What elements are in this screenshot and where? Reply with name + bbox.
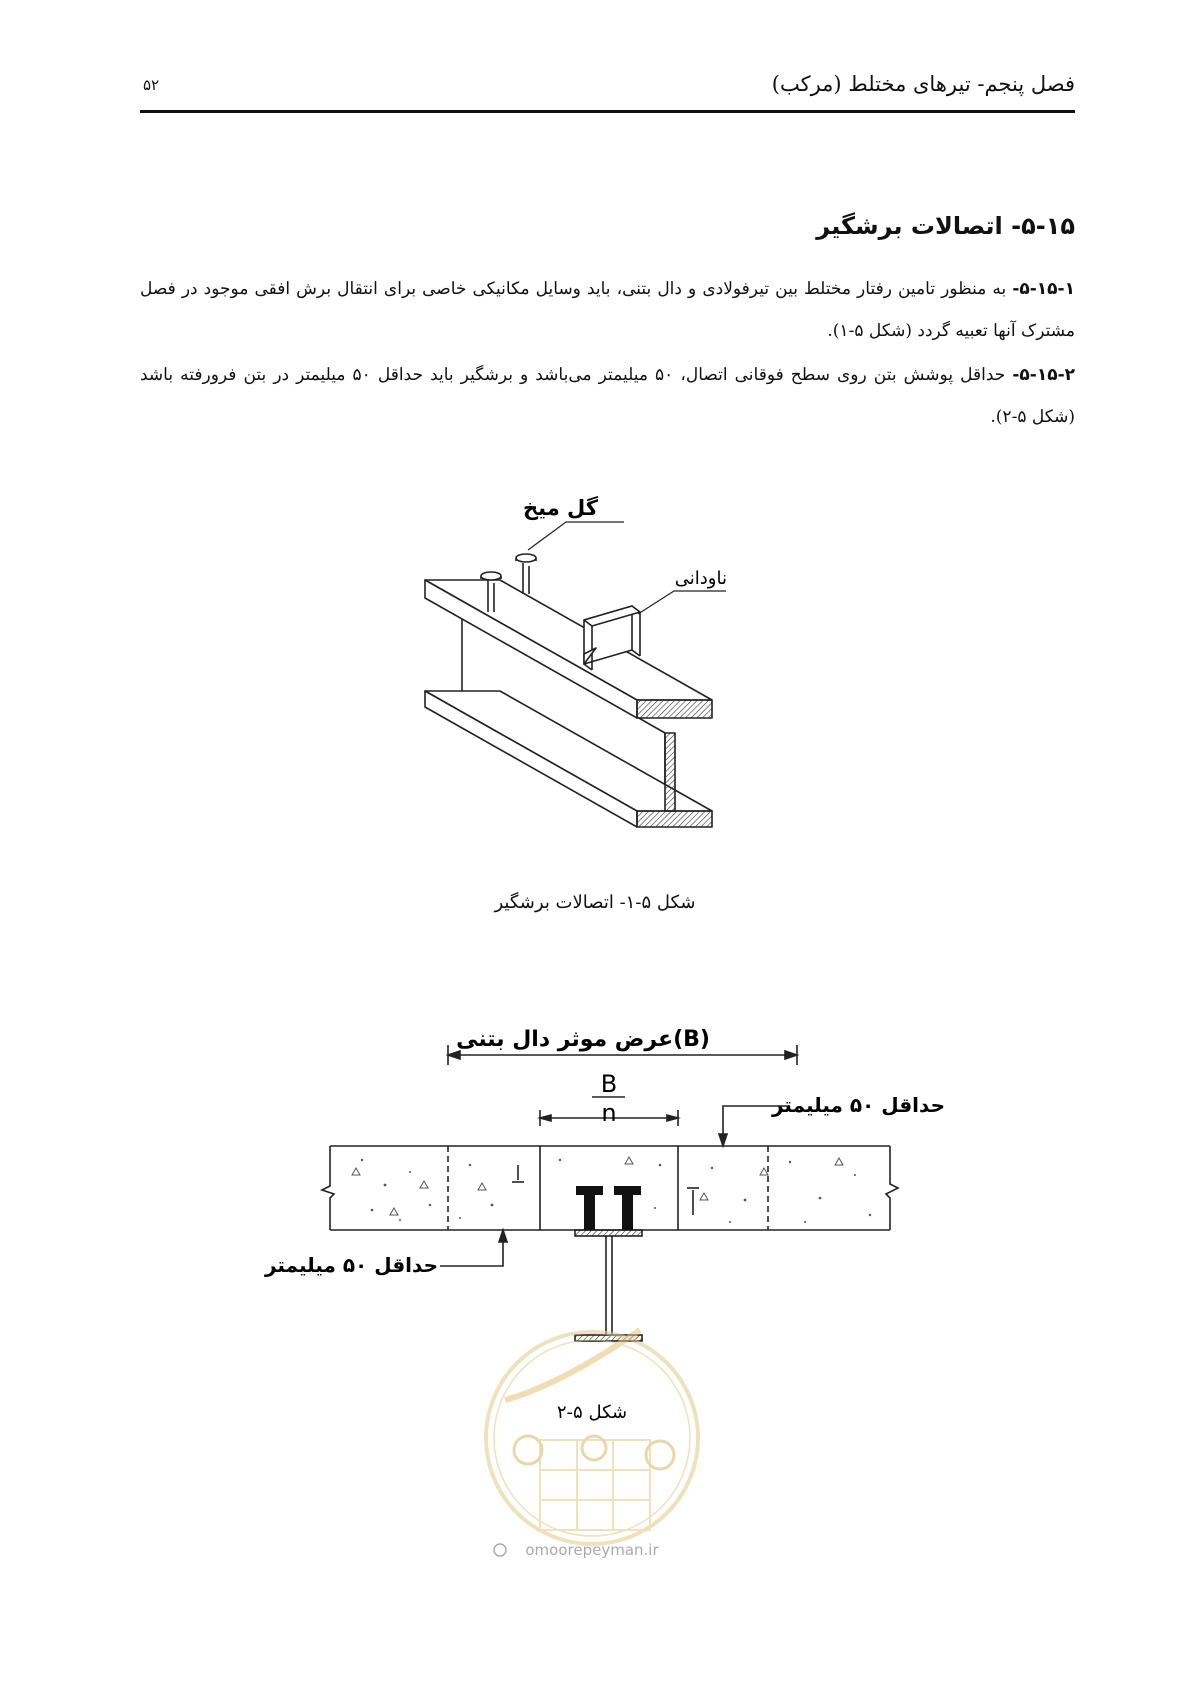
- fraction-denominator: n: [601, 1099, 617, 1127]
- figure-1-caption: شکل ۵-۱- اتصالات برشگیر: [494, 892, 696, 913]
- chapter-title: فصل پنجم- تیرهای مختلط (مرکب): [771, 72, 1075, 96]
- paragraph-2-text: حداقل پوشش بتن روی سطح فوقانی اتصال، ۵۰ میلیمتر می‌باشد و برشگیر باید حداقل ۵۰ میلیمتر در بتن فرورفته باشد (شکل ۵-۲).: [140, 365, 1075, 427]
- paragraph-1-text: به منظور تامین رفتار مختلط بین تیرفولادی و دال بتنی، باید وسایل مکانیکی خاصی برای انتقال برش افقی موجود در فصل مشترک آنها تعبیه گردد (شکل ۵-۱).: [140, 279, 1075, 341]
- globe-icon: [494, 1544, 506, 1556]
- paragraph-2-number: ۵-۱۵-۲-: [1012, 365, 1076, 385]
- paragraph-1-number: ۵-۱۵-۱-: [1012, 279, 1075, 299]
- effective-width-label: عرض موثر دال بتنی(B): [456, 1027, 710, 1052]
- stud-label: گل میخ: [523, 496, 598, 520]
- figure-2-caption: شکل ۵-۲: [556, 1402, 628, 1423]
- min-cover-label-bottom: حداقل ۵۰ میلیمتر: [264, 1253, 438, 1277]
- section-heading: ۵-۱۵- اتصالات برشگیر: [816, 212, 1075, 240]
- fraction-numerator: B: [600, 1070, 618, 1098]
- watermark-url: omoorepeyman.ir: [525, 1541, 659, 1559]
- min-cover-label-top: حداقل ۵۰ میلیمتر: [771, 1093, 945, 1117]
- page-number: ۵۲: [143, 76, 160, 94]
- channel-label: ناودانی: [674, 568, 727, 589]
- watermark-seal: [486, 1330, 698, 1544]
